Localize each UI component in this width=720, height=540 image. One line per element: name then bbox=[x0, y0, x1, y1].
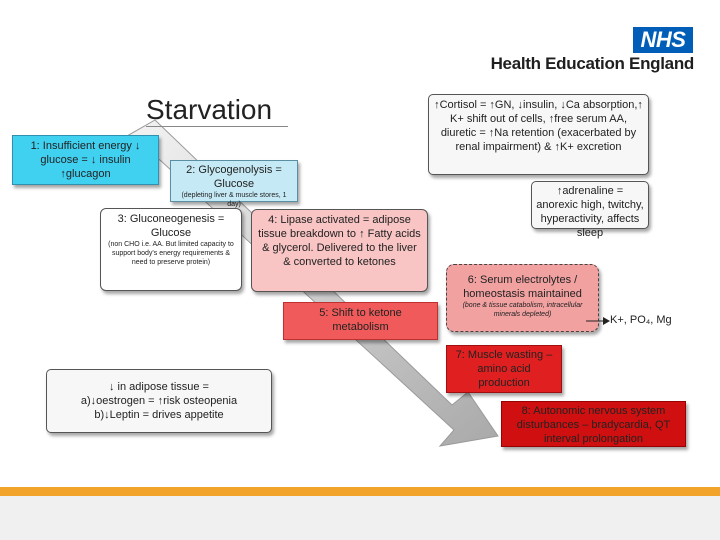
box-muscle-wasting bbox=[446, 345, 562, 393]
box-autonomic-disturbances bbox=[501, 401, 686, 447]
nhs-logo: NHS bbox=[633, 27, 693, 53]
box-adipose-tissue bbox=[46, 369, 272, 433]
footer-area bbox=[0, 496, 720, 540]
electrolytes-label: K+, PO₄, Mg bbox=[610, 314, 672, 326]
box-lipase bbox=[251, 209, 428, 292]
box-adrenaline-text: ↑adrenaline = anorexic high, twitchy, hyperactivity, affects sleep bbox=[536, 185, 644, 239]
organisation-name: Health Education England bbox=[490, 54, 694, 73]
box-cortisol bbox=[428, 94, 649, 175]
box-glycogenolysis-title: 2: Glycogenolysis = Glucose bbox=[186, 164, 282, 190]
box-insufficient-energy bbox=[12, 135, 159, 185]
box-gluconeogenesis-title: 3: Gluconeogenesis = Glucose bbox=[117, 213, 225, 239]
box-adipose-line2: a)↓oestrogen = ↑risk osteopenia bbox=[80, 395, 238, 407]
box-cortisol-text: ↑Cortisol = ↑GN, ↓insulin, ↓Ca absorption,↑ K+ shift out of cells, ↑free serum AA, diuretic = ↑Na retention (exacerbated by renal impairment) & ↑K+ excretion bbox=[434, 99, 643, 153]
box-insufficient-energy-text: 1: Insufficient energy ↓ glucose = ↓ insulin ↑glucagon bbox=[30, 140, 141, 180]
box-adrenaline bbox=[531, 181, 649, 239]
box-serum-electrolytes-note: (bone & tissue catabolism, intracellular minerals depleted) bbox=[462, 302, 583, 318]
box-lipase-text: 4: Lipase activated = adipose tissue breakdown to ↑ Fatty acids & glycerol. Delivered to the liver & converted to ketones bbox=[258, 214, 421, 268]
title-underline bbox=[146, 126, 288, 127]
box-ketone-metabolism-text: 5: Shift to ketone metabolism bbox=[319, 307, 402, 333]
electrolytes-arrow bbox=[586, 314, 612, 328]
box-muscle-wasting-text: 7: Muscle wasting – amino acid production bbox=[455, 349, 553, 389]
box-serum-electrolytes bbox=[446, 264, 599, 332]
box-adipose-line1: ↓ in adipose tissue = bbox=[109, 381, 209, 393]
box-gluconeogenesis bbox=[100, 208, 242, 291]
box-glycogenolysis bbox=[170, 160, 298, 208]
box-gluconeogenesis-note: (non CHO i.e. AA. But limited capacity to support body's energy requirements & need to preserve protein) bbox=[108, 241, 234, 266]
box-adipose-line3: b)↓Leptin = drives appetite bbox=[94, 409, 224, 421]
box-autonomic-disturbances-text: 8: Autonomic nervous system disturbances – bradycardia, QT interval prolongation bbox=[516, 405, 671, 445]
page-title: Starvation bbox=[146, 94, 273, 125]
box-serum-electrolytes-title: 6: Serum electrolytes / homeostasis maintained bbox=[463, 274, 582, 300]
box-glycogenolysis-note: (depleting liver & muscle stores, 1 day) bbox=[181, 192, 287, 208]
footer-orange-bar bbox=[0, 487, 720, 496]
box-ketone-metabolism bbox=[283, 302, 438, 340]
